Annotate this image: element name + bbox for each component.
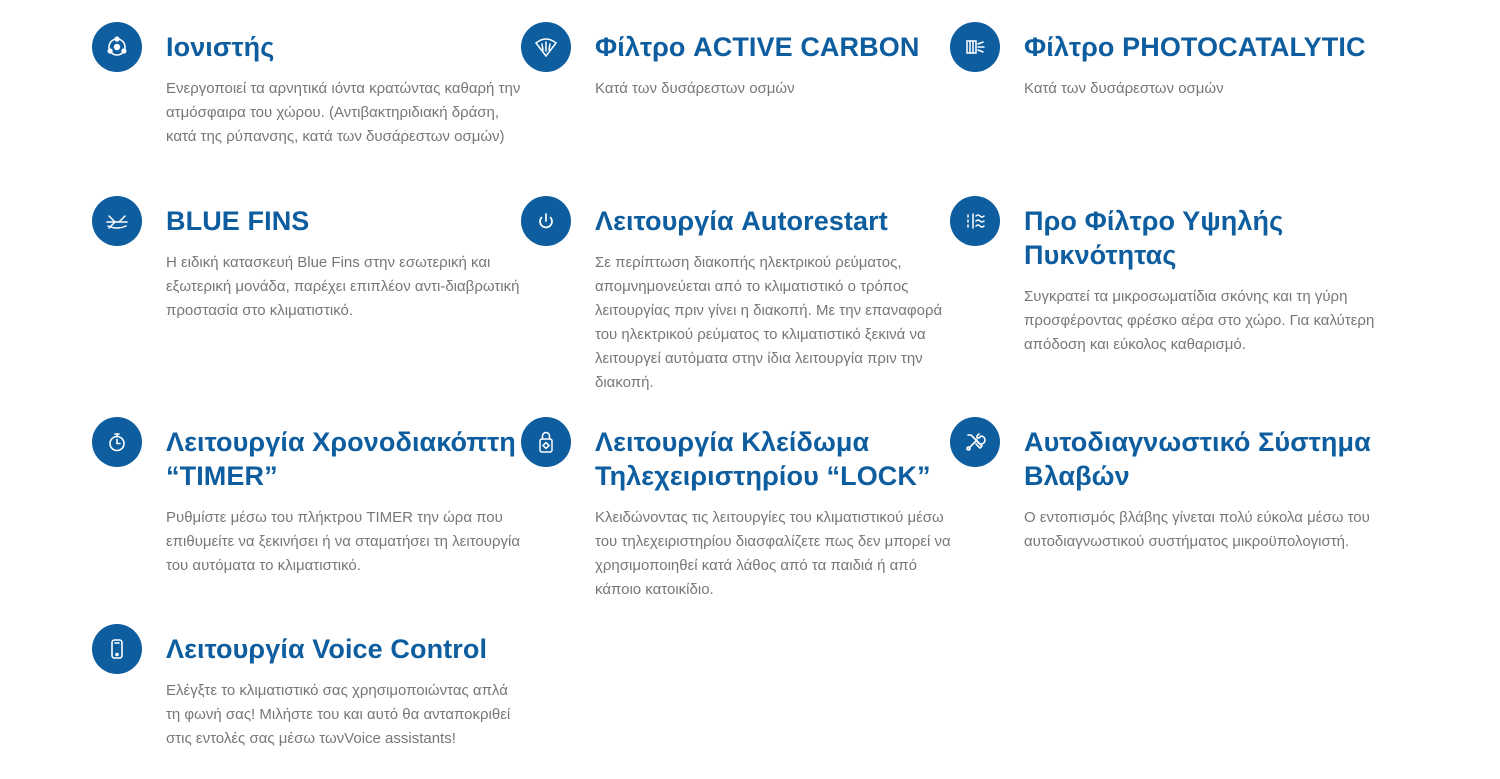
feature-title: Φίλτρο ACTIVE CARBON <box>595 32 920 62</box>
feature-description: Κατά των δυσάρεστων οσμών <box>595 80 795 97</box>
carbon-filter-icon <box>521 22 571 72</box>
photocatalytic-filter-icon <box>950 22 1000 72</box>
feature-title: Προ Φίλτρο Υψηλής Πυκνότητας <box>1024 206 1284 270</box>
remote-lock-icon <box>521 417 571 467</box>
feature-title: BLUE FINS <box>166 206 310 236</box>
feature-title: Λειτουργία Κλείδωμα Τηλεχειριστηρίου “LOCK” <box>595 427 931 491</box>
feature-title: Λειτουργία Autorestart <box>595 206 888 236</box>
feature-description: Σε περίπτωση διακοπής ηλεκτρικού ρεύματος, απομνημονεύεται από το κλιματιστικό ο τρόπος λειτουργίας πριν γίνει η διακοπή. Με την επαναφορά του ηλεκτρικού ρεύματος το κλιματιστικό ξεκινά να λειτουργεί αυτόματα στην ίδια λειτουργία πριν την διακοπή. <box>595 254 943 391</box>
feature-title: Φίλτρο PHOTOCATALYTIC <box>1024 32 1366 62</box>
feature-description: Ελέγξτε το κλιματιστικό σας χρησιμοποιώντας απλά τη φωνή σας! Μιλήστε του και αυτό θα ανταποκριθεί στις εντολές σας μέσω τωνVoice assistants! <box>166 682 511 747</box>
feature-description: Ρυθμίστε μέσω του πλήκτρου TIMER την ώρα που επιθυμείτε να ξεκινήσει ή να σταματήσει τη λειτουργία του αυτόματα το κλιματιστικό. <box>166 509 520 574</box>
voice-control-icon <box>92 624 142 674</box>
feature-title: Αυτοδιαγνωστικό Σύστημα Βλαβών <box>1024 427 1371 491</box>
feature-description: Κατά των δυσάρεστων οσμών <box>1024 80 1224 97</box>
feature-title: Ιονιστής <box>166 32 275 62</box>
blue-fins-icon <box>92 196 142 246</box>
power-icon <box>521 196 571 246</box>
feature-description: Κλειδώνοντας τις λειτουργίες του κλιματιστικού μέσω του τηλεχειριστηρίου διασφαλίζετε πως δεν μπορεί να χρησιμοποιηθεί κατά λάθος από τα παιδιά ή από κάποιο κατοικίδιο. <box>595 509 951 598</box>
timer-icon <box>92 417 142 467</box>
feature-description: Ο εντοπισμός βλάβης γίνεται πολύ εύκολα μέσω του αυτοδιαγνωστικού συστήματος μικροϋπολογιστή. <box>1024 509 1370 550</box>
feature-description: Ενεργοποιεί τα αρνητικά ιόντα κρατώντας καθαρή την ατμόσφαιρα του χώρου. (Αντιβακτηριδιακή δράση, κατά της ρύπανσης, κατά των δυσάρεστων οσμών) <box>166 80 521 145</box>
ionizer-icon <box>92 22 142 72</box>
feature-description: Η ειδική κατασκευή Blue Fins στην εσωτερική και εξωτερική μονάδα, παρέχει επιπλέον αντι-διαβρωτική προστασία στο κλιματιστικό. <box>166 254 520 319</box>
high-density-filter-icon <box>950 196 1000 246</box>
feature-description: Συγκρατεί τα μικροσωματίδια σκόνης και τη γύρη προσφέροντας φρέσκο αέρα στο χώρο. Για καλύτερη απόδοση και εύκολος καθαρισμό. <box>1024 288 1375 353</box>
feature-title: Λειτουργία Voice Control <box>166 634 488 664</box>
feature-title: Λειτουργία Χρονοδιακόπτη “TIMER” <box>166 427 516 491</box>
tools-icon <box>950 417 1000 467</box>
